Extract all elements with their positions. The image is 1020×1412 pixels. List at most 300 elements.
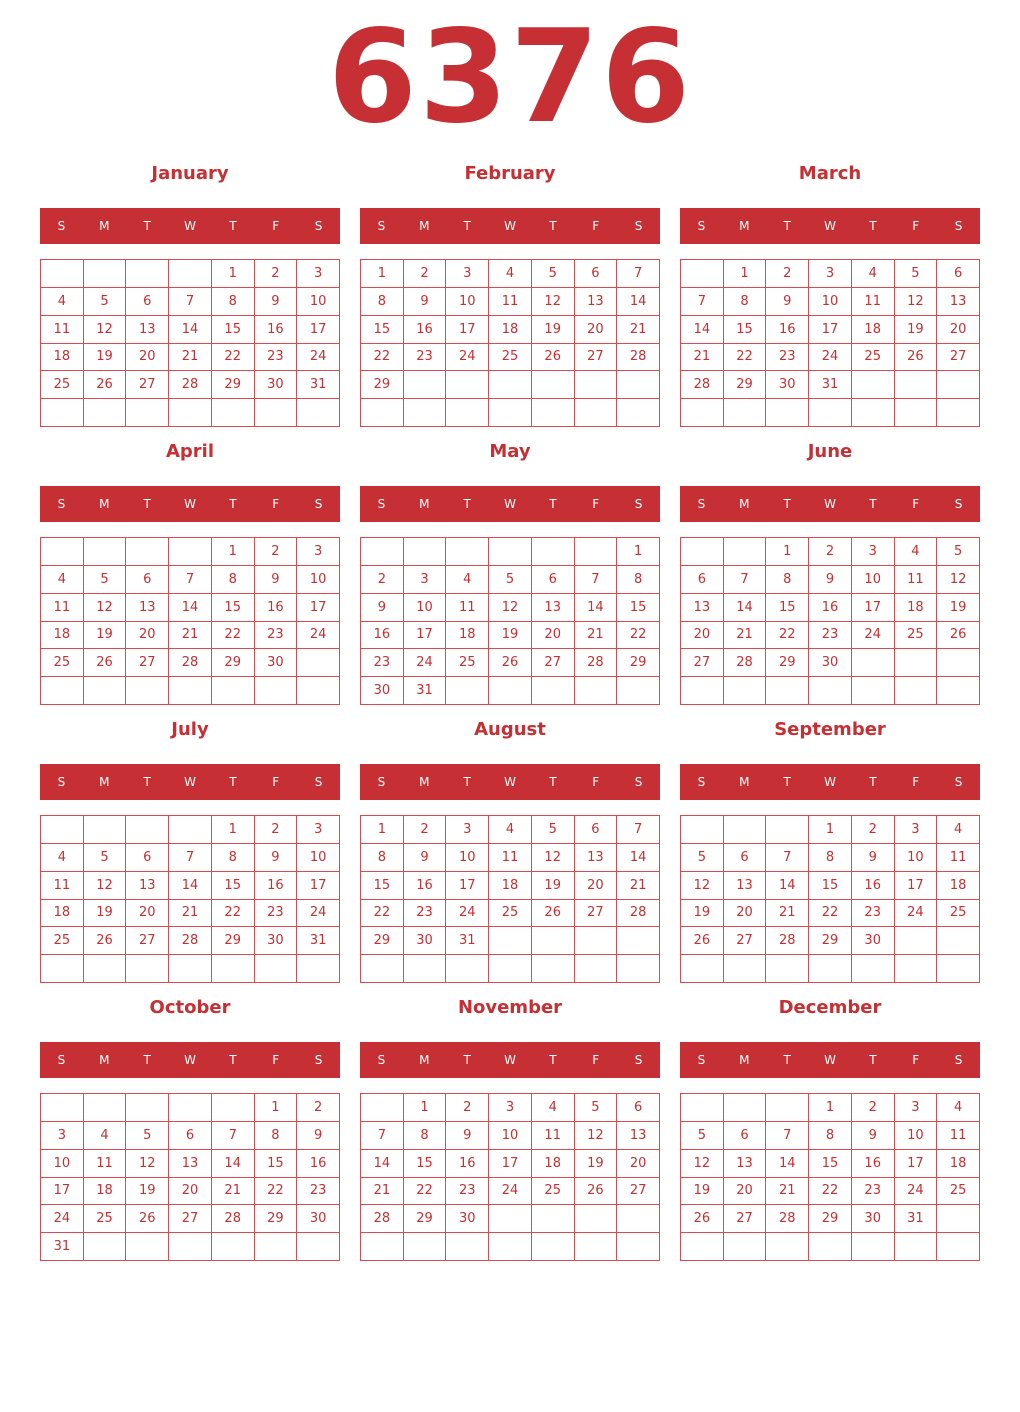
empty-cell bbox=[404, 955, 447, 983]
weekday-label: T bbox=[229, 497, 237, 511]
day-cell: 8 bbox=[212, 288, 255, 316]
weekday-label: W bbox=[184, 219, 196, 233]
weekday-label: T bbox=[869, 219, 877, 233]
weekday-label: S bbox=[954, 219, 963, 233]
empty-cell bbox=[532, 677, 575, 705]
day-cell: 21 bbox=[169, 344, 212, 372]
empty-cell bbox=[489, 677, 532, 705]
day-cell: 9 bbox=[255, 566, 298, 594]
day-cell: 6 bbox=[724, 1122, 767, 1150]
weekday-label: W bbox=[824, 497, 836, 511]
day-cell: 13 bbox=[724, 872, 767, 900]
empty-cell bbox=[617, 1233, 660, 1261]
day-cell: 16 bbox=[852, 872, 895, 900]
day-cell: 25 bbox=[852, 344, 895, 372]
month-name: December bbox=[778, 997, 882, 1018]
day-cell: 16 bbox=[766, 316, 809, 344]
day-cell: 11 bbox=[41, 872, 84, 900]
day-cell: 26 bbox=[84, 649, 127, 677]
empty-cell bbox=[937, 399, 980, 427]
empty-cell bbox=[617, 677, 660, 705]
day-cell: 29 bbox=[212, 927, 255, 955]
weekday-label: T bbox=[463, 497, 471, 511]
empty-cell bbox=[724, 816, 767, 844]
day-cell: 10 bbox=[446, 288, 489, 316]
empty-cell bbox=[489, 1205, 532, 1233]
weekday-label: W bbox=[504, 775, 516, 789]
empty-cell bbox=[169, 260, 212, 288]
day-cell: 25 bbox=[446, 649, 489, 677]
day-cell: 22 bbox=[212, 344, 255, 372]
empty-cell bbox=[126, 538, 169, 566]
empty-cell bbox=[532, 538, 575, 566]
day-cell: 23 bbox=[852, 900, 895, 928]
day-cell: 2 bbox=[852, 1094, 895, 1122]
day-cell: 9 bbox=[255, 844, 298, 872]
empty-cell bbox=[681, 677, 724, 705]
empty-cell bbox=[895, 927, 938, 955]
empty-cell bbox=[169, 816, 212, 844]
day-cell: 15 bbox=[724, 316, 767, 344]
day-cell: 21 bbox=[212, 1178, 255, 1206]
day-cell: 3 bbox=[852, 538, 895, 566]
weekday-label: S bbox=[634, 497, 643, 511]
day-cell: 9 bbox=[852, 844, 895, 872]
empty-cell bbox=[937, 955, 980, 983]
day-cell: 23 bbox=[255, 622, 298, 650]
day-cell: 8 bbox=[617, 566, 660, 594]
weekday-label: T bbox=[143, 1053, 151, 1067]
weekday-header bbox=[40, 764, 340, 800]
day-cell: 24 bbox=[297, 900, 340, 928]
day-cell: 26 bbox=[895, 344, 938, 372]
weekday-label: T bbox=[549, 1053, 557, 1067]
day-cell: 8 bbox=[212, 844, 255, 872]
day-cell: 28 bbox=[212, 1205, 255, 1233]
day-cell: 2 bbox=[404, 816, 447, 844]
day-cell: 26 bbox=[532, 900, 575, 928]
day-cell: 25 bbox=[489, 900, 532, 928]
day-cell: 31 bbox=[404, 677, 447, 705]
day-cell: 28 bbox=[169, 927, 212, 955]
weekday-label: T bbox=[229, 775, 237, 789]
day-cell: 24 bbox=[489, 1178, 532, 1206]
day-cell: 4 bbox=[895, 538, 938, 566]
day-cell: 24 bbox=[41, 1205, 84, 1233]
day-cell: 11 bbox=[895, 566, 938, 594]
day-cell: 13 bbox=[126, 594, 169, 622]
empty-cell bbox=[617, 399, 660, 427]
empty-cell bbox=[297, 955, 340, 983]
day-cell: 17 bbox=[895, 872, 938, 900]
weekday-label: M bbox=[739, 497, 750, 511]
day-cell: 13 bbox=[575, 844, 618, 872]
day-cell: 1 bbox=[212, 538, 255, 566]
day-cell: 11 bbox=[532, 1122, 575, 1150]
empty-cell bbox=[41, 399, 84, 427]
day-grid bbox=[360, 259, 660, 427]
day-cell: 29 bbox=[617, 649, 660, 677]
year-title: 6376 bbox=[327, 3, 693, 152]
day-cell: 22 bbox=[361, 900, 404, 928]
empty-cell bbox=[404, 1233, 447, 1261]
day-cell: 20 bbox=[617, 1150, 660, 1178]
empty-cell bbox=[852, 649, 895, 677]
day-cell: 15 bbox=[809, 1150, 852, 1178]
day-cell: 12 bbox=[895, 288, 938, 316]
day-cell: 19 bbox=[895, 316, 938, 344]
weekday-label: S bbox=[377, 219, 386, 233]
day-cell: 6 bbox=[532, 566, 575, 594]
weekday-header bbox=[40, 208, 340, 244]
day-cell: 2 bbox=[766, 260, 809, 288]
day-cell: 4 bbox=[41, 566, 84, 594]
day-cell: 30 bbox=[361, 677, 404, 705]
empty-cell bbox=[895, 955, 938, 983]
day-cell: 23 bbox=[809, 622, 852, 650]
day-cell: 4 bbox=[489, 260, 532, 288]
weekday-label: T bbox=[783, 775, 791, 789]
day-cell: 17 bbox=[446, 316, 489, 344]
day-cell: 10 bbox=[895, 844, 938, 872]
empty-cell bbox=[724, 399, 767, 427]
day-cell: 15 bbox=[255, 1150, 298, 1178]
day-cell: 12 bbox=[681, 1150, 724, 1178]
empty-cell bbox=[575, 1205, 618, 1233]
day-cell: 25 bbox=[937, 900, 980, 928]
day-cell: 27 bbox=[617, 1178, 660, 1206]
day-grid bbox=[360, 537, 660, 705]
empty-cell bbox=[617, 1205, 660, 1233]
day-cell: 13 bbox=[617, 1122, 660, 1150]
day-cell: 17 bbox=[297, 872, 340, 900]
weekday-header bbox=[360, 208, 660, 244]
day-cell: 17 bbox=[809, 316, 852, 344]
day-cell: 27 bbox=[126, 649, 169, 677]
day-cell: 23 bbox=[297, 1178, 340, 1206]
day-cell: 15 bbox=[212, 316, 255, 344]
day-cell: 19 bbox=[84, 622, 127, 650]
day-cell: 4 bbox=[41, 844, 84, 872]
weekday-label: S bbox=[697, 219, 706, 233]
day-cell: 22 bbox=[617, 622, 660, 650]
empty-cell bbox=[532, 955, 575, 983]
day-cell: 17 bbox=[446, 872, 489, 900]
day-cell: 21 bbox=[617, 872, 660, 900]
weekday-header bbox=[360, 1042, 660, 1078]
day-cell: 23 bbox=[404, 900, 447, 928]
empty-cell bbox=[255, 955, 298, 983]
empty-cell bbox=[852, 1233, 895, 1261]
weekday-label: M bbox=[99, 497, 110, 511]
day-cell: 28 bbox=[766, 1205, 809, 1233]
day-cell: 19 bbox=[681, 1178, 724, 1206]
day-cell: 3 bbox=[895, 816, 938, 844]
day-cell: 22 bbox=[212, 900, 255, 928]
day-cell: 29 bbox=[766, 649, 809, 677]
day-cell: 10 bbox=[297, 288, 340, 316]
day-cell: 5 bbox=[895, 260, 938, 288]
day-cell: 14 bbox=[724, 594, 767, 622]
day-cell: 5 bbox=[84, 566, 127, 594]
day-cell: 29 bbox=[809, 1205, 852, 1233]
day-cell: 7 bbox=[766, 844, 809, 872]
day-cell: 27 bbox=[575, 344, 618, 372]
empty-cell bbox=[681, 955, 724, 983]
empty-cell bbox=[681, 1233, 724, 1261]
day-cell: 14 bbox=[766, 1150, 809, 1178]
day-cell: 18 bbox=[41, 900, 84, 928]
day-cell: 23 bbox=[255, 900, 298, 928]
day-cell: 25 bbox=[489, 344, 532, 372]
empty-cell bbox=[169, 399, 212, 427]
empty-cell bbox=[489, 955, 532, 983]
day-cell: 1 bbox=[809, 816, 852, 844]
day-cell: 1 bbox=[361, 816, 404, 844]
day-cell: 29 bbox=[255, 1205, 298, 1233]
day-grid bbox=[680, 259, 980, 427]
empty-cell bbox=[489, 927, 532, 955]
empty-cell bbox=[724, 538, 767, 566]
weekday-label: M bbox=[419, 219, 430, 233]
weekday-header bbox=[680, 208, 980, 244]
empty-cell bbox=[126, 1233, 169, 1261]
day-cell: 29 bbox=[809, 927, 852, 955]
day-cell: 3 bbox=[404, 566, 447, 594]
day-cell: 23 bbox=[446, 1178, 489, 1206]
day-cell: 22 bbox=[212, 622, 255, 650]
empty-cell bbox=[766, 1233, 809, 1261]
weekday-label: F bbox=[912, 1053, 920, 1067]
empty-cell bbox=[212, 677, 255, 705]
weekday-header bbox=[360, 764, 660, 800]
day-cell: 15 bbox=[766, 594, 809, 622]
day-cell: 7 bbox=[169, 288, 212, 316]
day-cell: 3 bbox=[809, 260, 852, 288]
day-cell: 28 bbox=[575, 649, 618, 677]
day-cell: 10 bbox=[297, 844, 340, 872]
day-cell: 12 bbox=[532, 288, 575, 316]
day-cell: 20 bbox=[169, 1178, 212, 1206]
weekday-label: S bbox=[634, 219, 643, 233]
day-cell: 2 bbox=[404, 260, 447, 288]
weekday-label: S bbox=[697, 775, 706, 789]
empty-cell bbox=[404, 371, 447, 399]
day-cell: 20 bbox=[532, 622, 575, 650]
day-cell: 25 bbox=[937, 1178, 980, 1206]
day-cell: 2 bbox=[297, 1094, 340, 1122]
empty-cell bbox=[41, 1094, 84, 1122]
weekday-label: F bbox=[272, 775, 280, 789]
day-grid bbox=[40, 1093, 340, 1261]
day-cell: 17 bbox=[297, 594, 340, 622]
day-cell: 12 bbox=[84, 594, 127, 622]
day-cell: 11 bbox=[852, 288, 895, 316]
day-cell: 6 bbox=[575, 260, 618, 288]
empty-cell bbox=[532, 1233, 575, 1261]
day-cell: 22 bbox=[255, 1178, 298, 1206]
month-name: May bbox=[489, 441, 531, 462]
day-grid bbox=[40, 259, 340, 427]
day-cell: 13 bbox=[575, 288, 618, 316]
weekday-label: T bbox=[549, 497, 557, 511]
weekday-label: S bbox=[377, 1053, 386, 1067]
day-cell: 30 bbox=[852, 927, 895, 955]
day-cell: 3 bbox=[446, 260, 489, 288]
weekday-label: S bbox=[314, 497, 323, 511]
day-cell: 2 bbox=[255, 816, 298, 844]
weekday-label: M bbox=[99, 775, 110, 789]
day-cell: 18 bbox=[41, 344, 84, 372]
day-cell: 28 bbox=[361, 1205, 404, 1233]
day-cell: 5 bbox=[126, 1122, 169, 1150]
day-cell: 19 bbox=[532, 872, 575, 900]
day-cell: 23 bbox=[361, 649, 404, 677]
day-grid bbox=[40, 537, 340, 705]
day-cell: 21 bbox=[617, 316, 660, 344]
day-cell: 30 bbox=[255, 649, 298, 677]
empty-cell bbox=[575, 538, 618, 566]
weekday-label: S bbox=[697, 497, 706, 511]
day-cell: 2 bbox=[255, 538, 298, 566]
day-cell: 14 bbox=[169, 872, 212, 900]
day-cell: 8 bbox=[212, 566, 255, 594]
day-grid bbox=[40, 815, 340, 983]
day-cell: 9 bbox=[297, 1122, 340, 1150]
weekday-label: M bbox=[739, 775, 750, 789]
empty-cell bbox=[446, 677, 489, 705]
empty-cell bbox=[724, 1233, 767, 1261]
day-cell: 15 bbox=[212, 872, 255, 900]
day-cell: 12 bbox=[84, 316, 127, 344]
empty-cell bbox=[404, 538, 447, 566]
weekday-label: T bbox=[463, 219, 471, 233]
day-cell: 26 bbox=[937, 622, 980, 650]
day-cell: 21 bbox=[575, 622, 618, 650]
day-cell: 19 bbox=[575, 1150, 618, 1178]
day-cell: 20 bbox=[126, 900, 169, 928]
empty-cell bbox=[41, 538, 84, 566]
day-cell: 10 bbox=[404, 594, 447, 622]
day-cell: 22 bbox=[361, 344, 404, 372]
weekday-header bbox=[40, 486, 340, 522]
empty-cell bbox=[212, 399, 255, 427]
day-cell: 23 bbox=[404, 344, 447, 372]
empty-cell bbox=[575, 371, 618, 399]
day-cell: 3 bbox=[297, 538, 340, 566]
day-cell: 21 bbox=[681, 344, 724, 372]
weekday-label: M bbox=[99, 1053, 110, 1067]
weekday-label: F bbox=[272, 497, 280, 511]
empty-cell bbox=[617, 955, 660, 983]
day-cell: 1 bbox=[212, 816, 255, 844]
day-cell: 14 bbox=[766, 872, 809, 900]
day-cell: 12 bbox=[489, 594, 532, 622]
empty-cell bbox=[489, 1233, 532, 1261]
day-cell: 24 bbox=[809, 344, 852, 372]
day-cell: 12 bbox=[532, 844, 575, 872]
day-cell: 1 bbox=[766, 538, 809, 566]
weekday-label: S bbox=[314, 775, 323, 789]
day-cell: 9 bbox=[404, 288, 447, 316]
day-cell: 17 bbox=[404, 622, 447, 650]
weekday-label: T bbox=[549, 219, 557, 233]
empty-cell bbox=[404, 399, 447, 427]
day-cell: 7 bbox=[766, 1122, 809, 1150]
weekday-header bbox=[40, 1042, 340, 1078]
day-cell: 14 bbox=[169, 594, 212, 622]
empty-cell bbox=[852, 955, 895, 983]
day-cell: 26 bbox=[489, 649, 532, 677]
weekday-label: M bbox=[739, 219, 750, 233]
day-cell: 1 bbox=[361, 260, 404, 288]
day-cell: 4 bbox=[84, 1122, 127, 1150]
empty-cell bbox=[446, 955, 489, 983]
day-cell: 1 bbox=[724, 260, 767, 288]
day-cell: 27 bbox=[724, 927, 767, 955]
day-cell: 28 bbox=[617, 344, 660, 372]
day-cell: 14 bbox=[617, 288, 660, 316]
day-cell: 13 bbox=[532, 594, 575, 622]
empty-cell bbox=[809, 1233, 852, 1261]
day-cell: 29 bbox=[212, 649, 255, 677]
day-cell: 8 bbox=[361, 288, 404, 316]
day-cell: 11 bbox=[84, 1150, 127, 1178]
day-cell: 16 bbox=[255, 872, 298, 900]
day-cell: 5 bbox=[681, 844, 724, 872]
day-cell: 18 bbox=[895, 594, 938, 622]
day-cell: 28 bbox=[766, 927, 809, 955]
empty-cell bbox=[297, 649, 340, 677]
weekday-label: T bbox=[869, 775, 877, 789]
day-cell: 7 bbox=[617, 816, 660, 844]
weekday-label: W bbox=[504, 219, 516, 233]
day-cell: 25 bbox=[895, 622, 938, 650]
day-cell: 10 bbox=[297, 566, 340, 594]
day-cell: 24 bbox=[852, 622, 895, 650]
day-grid bbox=[360, 815, 660, 983]
weekday-label: S bbox=[954, 1053, 963, 1067]
empty-cell bbox=[895, 1233, 938, 1261]
weekday-label: F bbox=[912, 497, 920, 511]
empty-cell bbox=[937, 649, 980, 677]
day-cell: 1 bbox=[617, 538, 660, 566]
day-cell: 1 bbox=[212, 260, 255, 288]
empty-cell bbox=[169, 1094, 212, 1122]
empty-cell bbox=[297, 1233, 340, 1261]
day-cell: 29 bbox=[361, 927, 404, 955]
weekday-label: T bbox=[463, 775, 471, 789]
day-cell: 27 bbox=[126, 927, 169, 955]
day-cell: 3 bbox=[489, 1094, 532, 1122]
day-cell: 8 bbox=[255, 1122, 298, 1150]
day-cell: 27 bbox=[937, 344, 980, 372]
day-cell: 29 bbox=[212, 371, 255, 399]
day-cell: 31 bbox=[446, 927, 489, 955]
day-cell: 8 bbox=[361, 844, 404, 872]
day-cell: 22 bbox=[809, 900, 852, 928]
day-cell: 7 bbox=[212, 1122, 255, 1150]
day-cell: 3 bbox=[895, 1094, 938, 1122]
day-cell: 19 bbox=[532, 316, 575, 344]
day-cell: 2 bbox=[255, 260, 298, 288]
day-cell: 26 bbox=[681, 927, 724, 955]
day-cell: 25 bbox=[84, 1205, 127, 1233]
day-cell: 18 bbox=[852, 316, 895, 344]
day-cell: 3 bbox=[41, 1122, 84, 1150]
empty-cell bbox=[41, 677, 84, 705]
day-cell: 17 bbox=[895, 1150, 938, 1178]
